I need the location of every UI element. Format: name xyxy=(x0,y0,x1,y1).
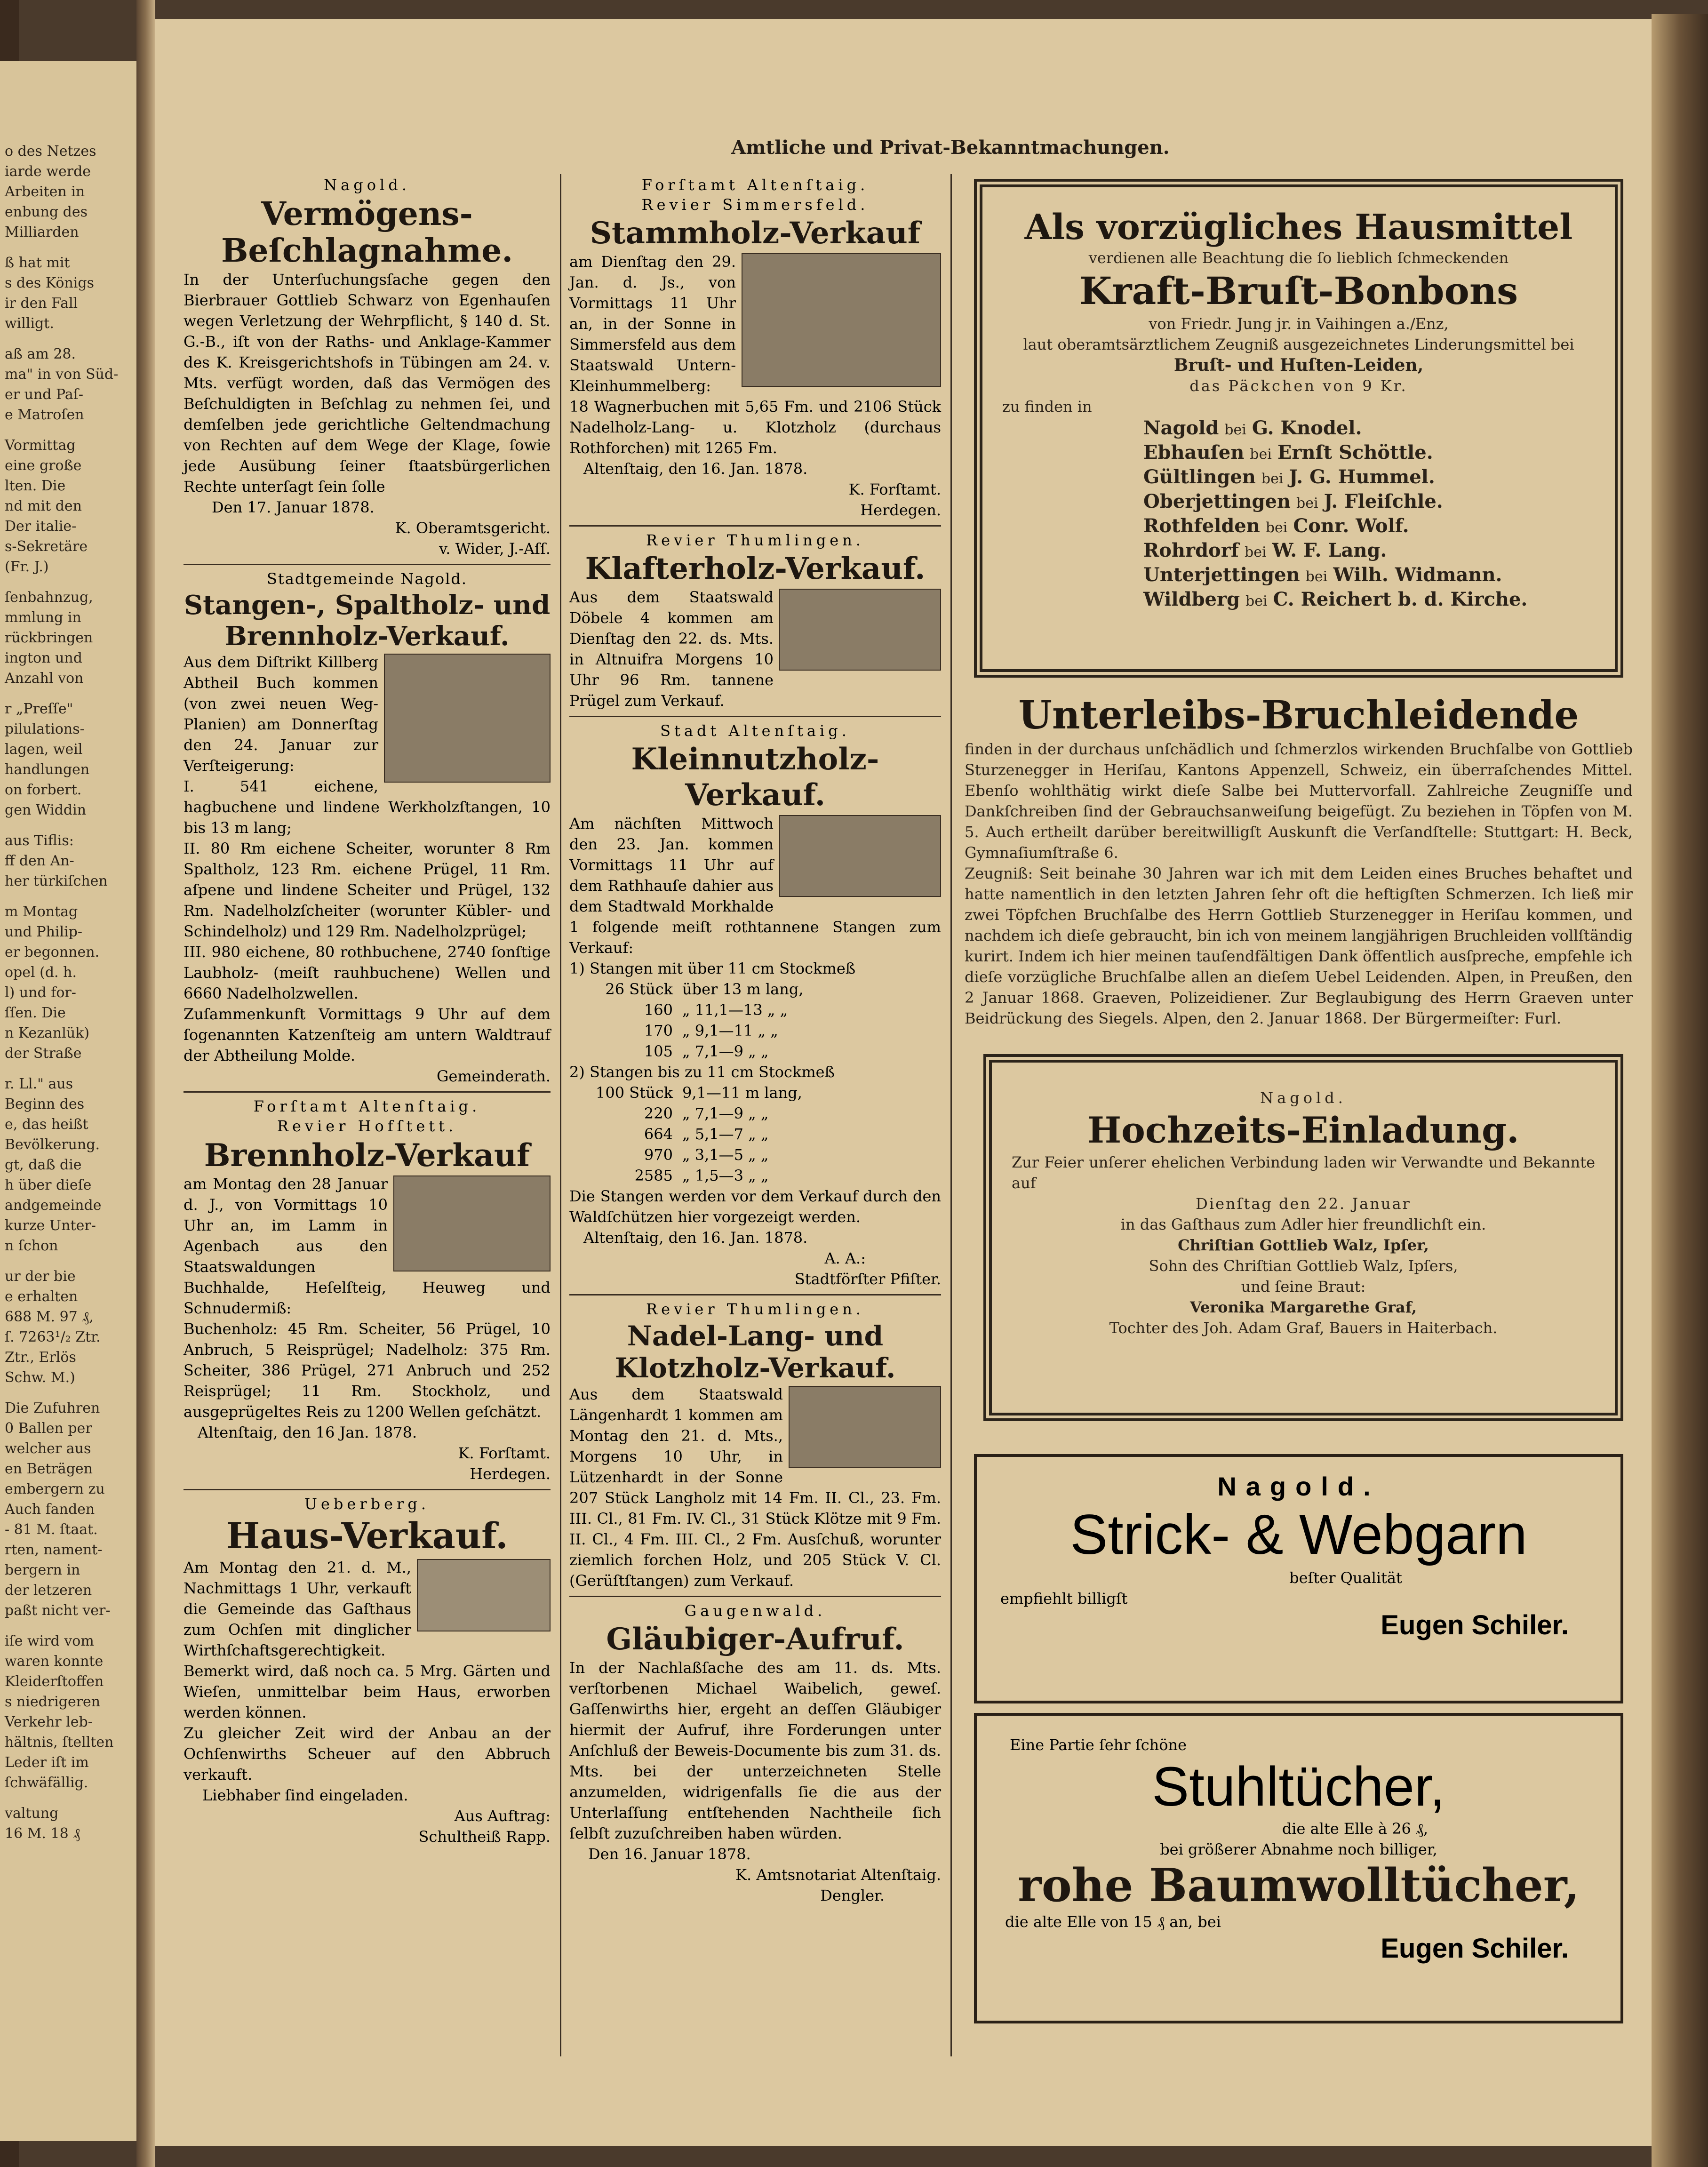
ad-stuhltuecher xyxy=(974,1713,1623,2023)
ad-date: Altenſtaig, den 16 Jan. 1878. xyxy=(198,1423,417,1441)
ad-body: Aus dem Staatswald Döbele 4 kommen am Dienſtag den 22. ds. Mts. in Altnuifra Morgens 10 Uhr 96 Rm. tannene Prügel zum Verkauf. xyxy=(569,588,774,710)
prev-page-line: gt, daß die xyxy=(5,1157,82,1173)
vendor-town: Ebhauſen xyxy=(1143,441,1245,464)
prev-page-line: ß hat mit xyxy=(5,255,70,271)
prev-page-line: 16 M. 18 ₰ xyxy=(5,1825,80,1842)
vendor-town: Unterjettingen xyxy=(1143,564,1300,586)
vendor-list xyxy=(1002,417,1595,613)
vendor-town: Oberjettingen xyxy=(1143,490,1291,512)
ad-signature: Eugen Schiler. xyxy=(1381,1933,1569,1964)
house-illustration xyxy=(417,1559,551,1631)
ad-title: Brennholz-Verkauf xyxy=(204,1137,530,1174)
table-cell-count: 100 Stück xyxy=(596,1084,673,1102)
table-cell-length: „ 7,1—9 „ „ xyxy=(682,1104,769,1122)
ad-line-4: die alte Elle von 15 ₰ an, bei xyxy=(1005,1913,1221,1931)
ad-body: In der Unterſuchungsſache gegen den Bierbrauer Gottlieb Schwarz von Egenhauſen wegen Verletzung der Wehrpflicht, § 140 d. St. G.-B., iſt von der Raths- und Anklage-Kammer des K. Kreisgerichtshofs in Tübingen am 24. v. Mts. verfügt worden, daß das Vermögen des Beſchuldigten in Beſchlag zu nehmen ſei, und demſelben jede gerichtliche Geltendmachung von Rechten auf dem Wege der Klage, ſowie jede Ausübung ſeiner ſtaatsbürgerlichen Rechte unterſagt ſein ſolle xyxy=(184,271,551,496)
ad-title: Stangen-, Spaltholz- und Brennholz-Verkauf. xyxy=(184,590,551,652)
prev-page-line xyxy=(5,1256,136,1266)
vendor-bei: bei xyxy=(1261,471,1284,487)
prev-page-line xyxy=(5,820,136,831)
stangen-table-2 xyxy=(569,1082,941,1186)
prev-page-line xyxy=(5,1388,136,1398)
prev-page-line xyxy=(5,891,136,902)
ad-signature: Gemeinderath. xyxy=(436,1067,551,1085)
ad-outro: Zuſammenkunft Vormittags 9 Uhr auf dem ſogenannten Katzenſteig am untern Waldtrauf der Abtheilung Molde. xyxy=(184,1005,551,1064)
vendor-row xyxy=(1143,490,1595,515)
prev-page-line: der letzeren xyxy=(5,1582,92,1599)
prev-page-line: o des Netzes xyxy=(5,143,96,160)
prev-page-line: r „Preſſe" xyxy=(5,701,73,717)
ad-stangen-verkauf xyxy=(184,570,551,1087)
ad-body-4: Liebhaber ſind eingeladen. xyxy=(202,1786,408,1804)
table-cell-count: 26 Stück xyxy=(605,980,673,998)
prev-page-line: nd mit den xyxy=(5,498,82,514)
ad-date: Den 16. Januar 1878. xyxy=(588,1845,751,1863)
prev-page-line: Verkehr leb- xyxy=(5,1714,93,1730)
prev-page-line: Anzahl von xyxy=(5,670,84,687)
column-rule xyxy=(560,174,561,2056)
prev-page-line: iſe wird vom xyxy=(5,1633,94,1649)
prev-page-line: welcher aus xyxy=(5,1440,91,1457)
vendor-row xyxy=(1143,588,1595,613)
previous-page-text xyxy=(0,61,136,1844)
ad-title: Als vorzügliches Hausmittel xyxy=(1024,207,1573,248)
column-1 xyxy=(184,174,551,1847)
ad-line-5: das Päckchen von 9 Kr. xyxy=(1189,377,1408,395)
prev-page-line: ſ. 7263¹/₂ Ztr. xyxy=(5,1329,101,1345)
ad-outro: Die Stangen werden vor dem Verkauf durch den Waldſchützen hier vorgezeigt werden. xyxy=(569,1187,941,1226)
woodcut-illustration xyxy=(384,654,551,783)
ad-title: Nadel-Lang- und Klotzholz-Verkauf. xyxy=(615,1320,896,1384)
prev-page-line: Der italie- xyxy=(5,518,77,535)
prev-page-line: l) und for- xyxy=(5,984,76,1001)
table-cell-count: 970 xyxy=(644,1146,673,1164)
table-row xyxy=(569,979,941,1000)
prev-page-line xyxy=(5,1064,136,1074)
column-divider xyxy=(569,716,941,717)
ad-intro: am Montag den 28 Januar d. J., von Vormittags 10 Uhr an, im Lamm in Agenbach aus den Staatswaldungen Buchhalde, Heſelſteig, Heuweg und Schnudermiß: xyxy=(184,1175,551,1317)
ad-item-2: II. 80 Rm eichene Scheiter, worunter 8 Rm Spaltholz, 123 Rm. eichene Prügel, 11 Rm. aſpene und lindene Scheiter und Prügel, 132 Rm. Nadelholzſcheiter (worunter Kübler- und Schindelholz) und 129 Rm. Nadelholzprügel; xyxy=(184,840,551,940)
ad-line-8: Tochter des Joh. Adam Graf, Bauers in Haiterbach. xyxy=(1109,1319,1498,1337)
prev-page-line: Beginn des xyxy=(5,1096,85,1112)
table-row xyxy=(569,1020,941,1041)
vendor-bei: bei xyxy=(1265,520,1288,536)
ad-body: 18 Wagnerbuchen mit 5,65 Fm. und 2106 Stück Nadelholz-Lang- u. Klotzholz (durchaus Rothforchen) mit 1265 Fm. xyxy=(569,398,941,457)
ad-signature-2: Dengler. xyxy=(820,1887,885,1904)
prev-page-line: er begonnen. xyxy=(5,944,100,960)
ad-place: Nagold. xyxy=(1260,1089,1347,1107)
prev-page-line: er und Paſ- xyxy=(5,386,83,403)
prev-page-line: ff den An- xyxy=(5,853,74,869)
ad-title: Unterleibs-Bruchleidende xyxy=(1018,693,1579,738)
table-row xyxy=(569,1000,941,1020)
ad-intro: am Dienſtag den 29. Jan. d. Js., von Vormittags 11 Uhr an, in der Sonne in Simmersfeld aus dem Staatswald Untern-Kleinhummelberg: xyxy=(569,253,736,395)
table-cell-count: 2585 xyxy=(634,1167,673,1184)
prev-page-line: lten. Die xyxy=(5,478,66,494)
newspaper-page xyxy=(155,19,1652,2146)
ad-strick-webgarn xyxy=(974,1454,1623,1703)
vendor-name: G. Knodel. xyxy=(1252,417,1362,439)
prev-page-line: Arbeiten in xyxy=(5,184,85,200)
column-divider xyxy=(569,1596,941,1597)
column-divider xyxy=(184,564,551,565)
ad-body: In der Nachlaßſache des am 11. ds. Mts. verſtorbenen Michael Waibelich, geweſ. Gaſſenwirths hier, ergeht an deſſen Gläubiger hiermit der Aufruf, ihre Forderungen unter Anſchluß der Beweis-Documente bis zum 31. ds. Mts. bei der unterzeichneten Stelle anzumelden, widrigenfalls ſie die aus der Unterlaſſung entſtehenden Nachtheile ſich ſelbſt zuzuſchreiben haben würden. xyxy=(569,1659,941,1842)
ad-body-2: Bemerkt wird, daß noch ca. 5 Mrg. Gärten und Wieſen, unmittelbar beim Haus, erworben werden können. xyxy=(184,1662,551,1721)
prev-page-line: Kleiderſtoffen xyxy=(5,1673,104,1690)
woodcut-illustration xyxy=(779,815,941,897)
prev-page-line xyxy=(5,1793,136,1803)
stangen-table-1 xyxy=(569,979,941,1062)
ad-glaeubiger-aufruf xyxy=(569,1602,941,1906)
ad-signature-1: K. Amtsnotariat Altenſtaig. xyxy=(735,1866,941,1884)
vendor-row xyxy=(1143,564,1595,588)
prev-page-line: Schw. M.) xyxy=(5,1369,75,1386)
ad-title: Vermögens-Beſchlagnahme. xyxy=(221,195,513,270)
prev-page-line: und Philip- xyxy=(5,924,83,940)
prev-page-line: m Montag xyxy=(5,904,78,920)
vendor-town: Wildberg xyxy=(1143,588,1240,610)
ad-title: Strick- & Webgarn xyxy=(1070,1503,1527,1566)
vendor-name: Wilh. Widmann. xyxy=(1333,564,1502,586)
ad-testimonial: Zeugniß: Seit beinahe 30 Jahren war ich mit dem Leiden eines Bruches behaftet und hatte namentlich in den letzten Jahren ſehr oft die heftigſten Schmerzen. Ich ließ mir zwei Töpfchen Bruchſalbe des Herrn Gottlieb Sturzenegger in Heriſau kommen, und nachdem ich dieſe gebraucht, bin ich von meinem langjährigen Bruchleiden vollſtändig kurirt. Indem ich hier meinen tauſendfältigen Dank öffentlich ausſpreche, empfehle ich dieſe vorzügliche Bruchſalbe allen an dieſem Uebel Leidenden. Alpen, in Preußen, den 2 Januar 1868. Graeven, Polizeidiener. Zur Beglaubigung des Herrn Graeven unter Beidrückung des Siegels. Alpen, den 2. Januar 1868. Der Bürgermeiſter: Furl. xyxy=(965,864,1633,1027)
ad-signature-1: A. A.: xyxy=(824,1249,866,1267)
prev-page-line: kurze Unter- xyxy=(5,1217,96,1234)
prev-page-line xyxy=(5,1621,136,1631)
column-divider xyxy=(569,525,941,527)
column-divider xyxy=(184,1091,551,1093)
ad-hausmittel xyxy=(1002,207,1595,613)
ad-place: Nagold. xyxy=(1217,1471,1380,1501)
ad-intro: Aus dem Diſtrikt Killberg Abtheil Buch kommen (von zwei neuen Weg-Planien) am Donnerſtag den 24. Januar zur Verſteigerung: xyxy=(184,653,378,775)
prev-page-line xyxy=(5,425,136,435)
prev-page-line: Vormittag xyxy=(5,437,76,454)
ad-line-2: von Friedr. Jung jr. in Vaihingen a./Enz, xyxy=(1149,315,1449,333)
prev-page-line: pilulations- xyxy=(5,721,85,737)
prev-page-line: aus Tiflis: xyxy=(5,832,74,849)
prev-page-line: gen Widdin xyxy=(5,802,87,818)
ad-body: Buchenholz: 45 Rm. Scheiter, 56 Prügel, 10 Anbruch, 5 Reisprügel; Nadelholz: 375 Rm. Scheiter, 386 Prügel, 271 Anbruch und 252 Reisprügel; 11 Rm. Stockholz, und ausgeprügeltes Reis zu 1200 Wellen geſchätzt. xyxy=(184,1320,551,1421)
table-cell-length: „ 5,1—7 „ „ xyxy=(682,1125,769,1143)
vendor-name: C. Reichert b. d. Kirche. xyxy=(1273,588,1528,610)
vendor-name: Conr. Wolf. xyxy=(1293,515,1409,537)
page-edge xyxy=(1652,14,1708,2167)
ad-place: Revier Thumlingen. xyxy=(646,1300,864,1318)
woodcut-illustration xyxy=(779,589,941,671)
prev-page-line: r. Ll." aus xyxy=(5,1076,73,1092)
ad-place: Stadt Altenſtaig. xyxy=(660,722,850,740)
ad-nadel-lang-verkauf xyxy=(569,1300,941,1591)
prev-page-line: Bevölkerung. xyxy=(5,1136,100,1153)
ad-date: Den 17. Januar 1878. xyxy=(212,498,375,516)
vendor-bei: bei xyxy=(1296,495,1318,512)
prev-page-line: Milliarden xyxy=(5,224,79,240)
prev-page-line: ir den Fall xyxy=(5,295,78,312)
prev-page-line: willigt. xyxy=(5,315,54,332)
ad-signature-2: Schultheiß Rapp. xyxy=(418,1828,551,1846)
prev-page-line: ington und xyxy=(5,650,82,666)
ad-brennholz-verkauf xyxy=(184,1097,551,1484)
previous-page-fragment xyxy=(0,61,136,2141)
column-divider xyxy=(184,1489,551,1490)
ad-product-title: Kraft-Bruſt-Bonbons xyxy=(1079,269,1518,313)
table-cell-length: „ 7,1—9 „ „ xyxy=(682,1042,769,1060)
vendor-row xyxy=(1143,539,1595,564)
table-cell-count: 160 xyxy=(644,1001,673,1019)
prev-page-line xyxy=(5,577,136,587)
vendor-bei: bei xyxy=(1245,593,1268,609)
vendor-row xyxy=(1143,417,1595,441)
column-divider xyxy=(569,1294,941,1295)
ad-line-1: Eine Partie ſehr ſchöne xyxy=(1010,1736,1187,1754)
prev-page-line: mmlung in xyxy=(5,609,81,626)
ad-line-1: verdienen alle Beachtung die ſo lieblich ſchmeckenden xyxy=(1088,249,1509,267)
table-row xyxy=(569,1041,941,1062)
ad-place: Ueberberg. xyxy=(304,1495,430,1513)
woodcut-illustration xyxy=(742,253,941,387)
ad-signature-1: K. Forſtamt. xyxy=(458,1444,551,1462)
prev-page-line: waren konnte xyxy=(5,1653,104,1670)
vendor-town: Nagold xyxy=(1143,417,1219,439)
ad-line-3: in das Gaſthaus zum Adler hier freundlichſt ein. xyxy=(1120,1215,1486,1233)
table-cell-length: „ 9,1—11 „ „ xyxy=(682,1022,778,1040)
ad-line-7: Veronika Margarethe Graf, xyxy=(1190,1298,1417,1316)
prev-page-line: enbung des xyxy=(5,204,88,220)
ad-line-3: laut oberamtsärztlichem Zeugniß ausgezeichnetes Linderungsmittel bei xyxy=(1023,336,1574,353)
ad-item-1: I. 541 eichene, hagbuchene und lindene Werkholzſtangen, 10 bis 13 m lang; xyxy=(184,777,551,837)
prev-page-line: aß am 28. xyxy=(5,346,76,362)
ad-line-1: beſter Qualität xyxy=(1289,1569,1402,1587)
prev-page-line: Auch fanden xyxy=(5,1501,95,1518)
prev-page-line: 0 Ballen per xyxy=(5,1420,92,1437)
ad-line-2: empfiehlt billigſt xyxy=(1000,1590,1128,1607)
ad-place: Stadtgemeinde Nagold. xyxy=(266,570,468,588)
prev-page-line: iarde werde xyxy=(5,163,91,180)
table-row xyxy=(569,1124,941,1144)
vendor-name: Ernſt Schöttle. xyxy=(1277,441,1433,464)
ad-signature-1: K. Oberamtsgericht. xyxy=(395,519,551,537)
prev-page-line: hältnis, ſtellten xyxy=(5,1734,114,1751)
prev-page-line: ma" in von Süd- xyxy=(5,366,119,383)
ad-line-5: Sohn des Chriſtian Gottlieb Walz, Ipſers, xyxy=(1149,1257,1458,1275)
prev-page-line: rten, nament- xyxy=(5,1542,103,1558)
prev-page-line: h über dieſe xyxy=(5,1177,92,1193)
vendor-row xyxy=(1143,466,1595,490)
ad-title: Gläubiger-Aufruf. xyxy=(606,1622,904,1657)
vendor-bei: bei xyxy=(1224,422,1246,438)
prev-page-line xyxy=(5,242,136,253)
prev-page-line: Die Zufuhren xyxy=(5,1400,100,1416)
ad-title: Klafterholz-Verkauf. xyxy=(585,551,926,586)
woodcut-illustration xyxy=(393,1175,551,1271)
column-2 xyxy=(569,174,941,1906)
ad-line-3: bei größerer Abnahme noch billiger, xyxy=(1160,1840,1437,1858)
ad-signature-1: K. Forſtamt. xyxy=(848,480,941,498)
prev-page-line: ur der bie xyxy=(5,1268,76,1285)
vendor-bei: bei xyxy=(1305,568,1328,585)
table-row xyxy=(569,1082,941,1103)
vendor-name: J. Fleiſchle. xyxy=(1324,490,1443,512)
prev-page-line: opel (d. h. xyxy=(5,964,77,981)
ad-title-2: rohe Baumwolltücher, xyxy=(1018,1859,1580,1912)
prev-page-line: ſſen. Die xyxy=(5,1005,66,1021)
table-row xyxy=(569,1103,941,1124)
ad-body: finden in der durchaus unſchädlich und ſchmerzlos wirkenden Bruchſalbe von Gottlieb Sturzenegger in Heriſau, Kantons Appenzell, Schweiz, ein überraſchendes Mittel. Ebenſo wohlthätig wirkt dieſe Salbe bei Muttervorfall. Zahlreiche Zeugniſſe und Dankſchreiben ſind der Gebrauchsanweiſung beigefügt. Zu beziehen in Töpfen von M. 5. Auch ertheilt darüber bereitwilligſt Auskunft die Verſandſtelle: Stuttgart: H. Beck, Gymnaſiumſtraße 6. xyxy=(965,740,1633,862)
prev-page-line: (Fr. J.) xyxy=(5,559,49,575)
woodcut-illustration xyxy=(789,1386,941,1468)
vendor-town: Rohrdorf xyxy=(1143,539,1239,561)
prev-page-line: e erhalten xyxy=(5,1288,78,1305)
prev-page-line: 688 M. 97 ₰, xyxy=(5,1309,94,1325)
prev-page-line: s niedrigeren xyxy=(5,1694,101,1710)
prev-page-line: her türkiſchen xyxy=(5,873,108,889)
ad-line-1: Zur Feier unſerer ehelichen Verbindung laden wir Verwandte und Bekannte auf xyxy=(1012,1153,1595,1192)
ad-stammholz-verkauf xyxy=(569,176,941,520)
prev-page-line xyxy=(5,688,136,699)
ad-title: Haus-Verkauf. xyxy=(226,1515,508,1557)
ad-line-4: Bruſt- und Huſten-Leiden, xyxy=(1173,355,1424,375)
ad-body: Am Montag den 21. d. M., Nachmittags 1 Uhr, verkauft die Gemeinde das Gaſthaus zum Ochſen mit dinglicher Wirthſchaftsgerechtigkeit. xyxy=(184,1559,411,1659)
ad-signature-2: v. Wider, J.-Aſſ. xyxy=(439,540,551,558)
ad-kleinnutzholz-verkauf xyxy=(569,722,941,1289)
vendor-town: Rothfelden xyxy=(1143,515,1260,537)
prev-page-line: eine große xyxy=(5,457,82,474)
prev-page-line: e Matroſen xyxy=(5,407,84,423)
prev-page-line xyxy=(5,334,136,344)
ad-line-2: die alte Elle à 26 ₰, xyxy=(1282,1820,1429,1838)
ad-title: Stuhltücher, xyxy=(1152,1756,1445,1818)
ad-body: Aus dem Staatswald Längenhardt 1 kommen am Montag den 21. d. Mts., Morgens 10 Uhr, in Lützenhardt in der Sonne 207 Stück Langholz mit 14 Fm. II. Cl., 23. Fm. III. Cl., 81 Fm. IV. Cl., 31 Stück Klötze mit 9 Fm. II. Cl., 4 Fm. III. Cl., 2 Fm. Ausſchuß, worunter ziemlich forchen Holz, und 205 Stück V. Cl. (Gerüſtſtangen) zum Verkauf. xyxy=(569,1385,941,1590)
ad-item-3: III. 980 eichene, 80 rothbuchene, 2740 ſonſtige Laubholz- (meiſt rauhbuchene) Wellen und 6660 Nadelholzwellen. xyxy=(184,943,551,1002)
prev-page-line: e, das heißt xyxy=(5,1116,88,1133)
prev-page-line: paßt nicht ver- xyxy=(5,1602,111,1619)
ad-signature: Eugen Schiler. xyxy=(1381,1610,1569,1640)
prev-page-line: en Beträgen xyxy=(5,1461,93,1477)
prev-page-line: bergern in xyxy=(5,1562,80,1578)
ad-place-2: Revier Hofſtett. xyxy=(277,1117,457,1135)
prev-page-line: andgemeinde xyxy=(5,1197,102,1214)
table-cell-length: „ 1,5—3 „ „ xyxy=(682,1167,769,1184)
table-cell-length: 9,1—11 m lang, xyxy=(682,1084,802,1102)
ad-signature-1: Aus Auftrag: xyxy=(454,1807,551,1825)
ad-body-3: Zu gleicher Zeit wird der Anbau an der Ochſenwirths Scheuer auf den Abbruch verkauft. xyxy=(184,1724,551,1783)
ad-haus-verkauf xyxy=(184,1495,551,1847)
prev-page-line: s-Sekretäre xyxy=(5,538,88,555)
prev-page-line: Leder iſt im xyxy=(5,1754,89,1771)
vendor-town: Gültlingen xyxy=(1143,466,1256,488)
prev-page-line: on forbert. xyxy=(5,782,82,798)
ad-hochzeits-einladung xyxy=(1012,1087,1595,1338)
ad-title: Kleinnutzholz-Verkauf. xyxy=(631,742,879,813)
vendor-bei: bei xyxy=(1250,446,1272,463)
prev-page-line: valtung xyxy=(5,1805,59,1822)
column-rule xyxy=(950,174,952,2056)
prev-page-line: ſenbahnzug, xyxy=(5,589,93,606)
prev-page-line: n Kezanlük) xyxy=(5,1025,90,1041)
vendor-row xyxy=(1143,441,1595,466)
ad-intro: Am nächſten Mittwoch den 23. Jan. kommen Vormittags 11 Uhr auf dem Rathhauſe dahier aus dem Stadtwald Morkhalde 1 folgende meiſt rothtannene Stangen zum Verkauf: xyxy=(569,815,941,957)
ad-date: Altenſtaig, den 16. Jan. 1878. xyxy=(583,460,808,478)
prev-page-line: n ſchon xyxy=(5,1238,58,1254)
table-cell-count: 220 xyxy=(644,1104,673,1122)
section-header: Amtliche und Privat-Bekanntmachungen. xyxy=(731,136,1170,159)
ad-line-6: zu finden in xyxy=(1002,398,1092,416)
ad-line-6: und ſeine Braut: xyxy=(1241,1278,1366,1295)
ad-place-1: Forſtamt Altenſtaig. xyxy=(253,1097,481,1115)
prev-page-line: Ztr., Erlös xyxy=(5,1349,76,1366)
prev-page-line: lagen, weil xyxy=(5,741,83,758)
ad-place: Gaugenwald. xyxy=(684,1602,826,1620)
ad-place: Nagold. xyxy=(324,176,410,194)
vendor-row xyxy=(1143,515,1595,539)
prev-page-line: handlungen xyxy=(5,761,90,778)
prev-page-line: der Straße xyxy=(5,1045,82,1062)
ad-place-1: Forſtamt Altenſtaig. xyxy=(641,176,869,194)
ad-title: Stammholz-Verkauf xyxy=(590,216,921,251)
ad-line-2: Dienſtag den 22. Januar xyxy=(1196,1195,1411,1213)
ad-place: Revier Thumlingen. xyxy=(646,531,864,549)
ad-place-2: Revier Simmersfeld. xyxy=(641,196,869,214)
ad-title: Hochzeits-Einladung. xyxy=(1087,1109,1519,1151)
vendor-bei: bei xyxy=(1245,544,1267,560)
table-cell-length: „ 11,1—13 „ „ xyxy=(682,1001,788,1019)
prev-page-line: - 81 M. ſtaat. xyxy=(5,1521,98,1538)
ad-signature-2: Herdegen. xyxy=(470,1465,551,1483)
prev-page-line: ſchwäfällig. xyxy=(5,1775,88,1791)
prev-page-line: embergern zu xyxy=(5,1481,105,1497)
table-cell-count: 170 xyxy=(644,1022,673,1040)
book-gutter xyxy=(136,0,155,2167)
ad-line-4: Chriſtian Gottlieb Walz, Ipſer, xyxy=(1178,1236,1429,1254)
ad-signature-2: Stadtförſter Pfiſter. xyxy=(794,1270,941,1288)
table-heading-2: 2) Stangen bis zu 11 cm Stockmeß xyxy=(569,1063,835,1081)
ad-vermoegens-beschlagnahme xyxy=(184,176,551,559)
ad-signature-2: Herdegen. xyxy=(860,501,941,519)
table-row xyxy=(569,1144,941,1165)
table-cell-length: über 13 m lang, xyxy=(682,980,804,998)
ad-date: Altenſtaig, den 16. Jan. 1878. xyxy=(583,1229,808,1247)
ad-klafterholz-verkauf xyxy=(569,531,941,711)
table-cell-count: 105 xyxy=(644,1042,673,1060)
prev-page-line: s des Königs xyxy=(5,275,95,291)
table-cell-length: „ 3,1—5 „ „ xyxy=(682,1146,769,1164)
table-cell-count: 664 xyxy=(644,1125,673,1143)
prev-page-line: rückbringen xyxy=(5,630,93,646)
ad-bruchleidende xyxy=(965,692,1633,1029)
table-row xyxy=(569,1165,941,1186)
table-heading-1: 1) Stangen mit über 11 cm Stockmeß xyxy=(569,960,856,977)
vendor-name: J. G. Hummel. xyxy=(1289,466,1435,488)
vendor-name: W. F. Lang. xyxy=(1272,539,1387,561)
